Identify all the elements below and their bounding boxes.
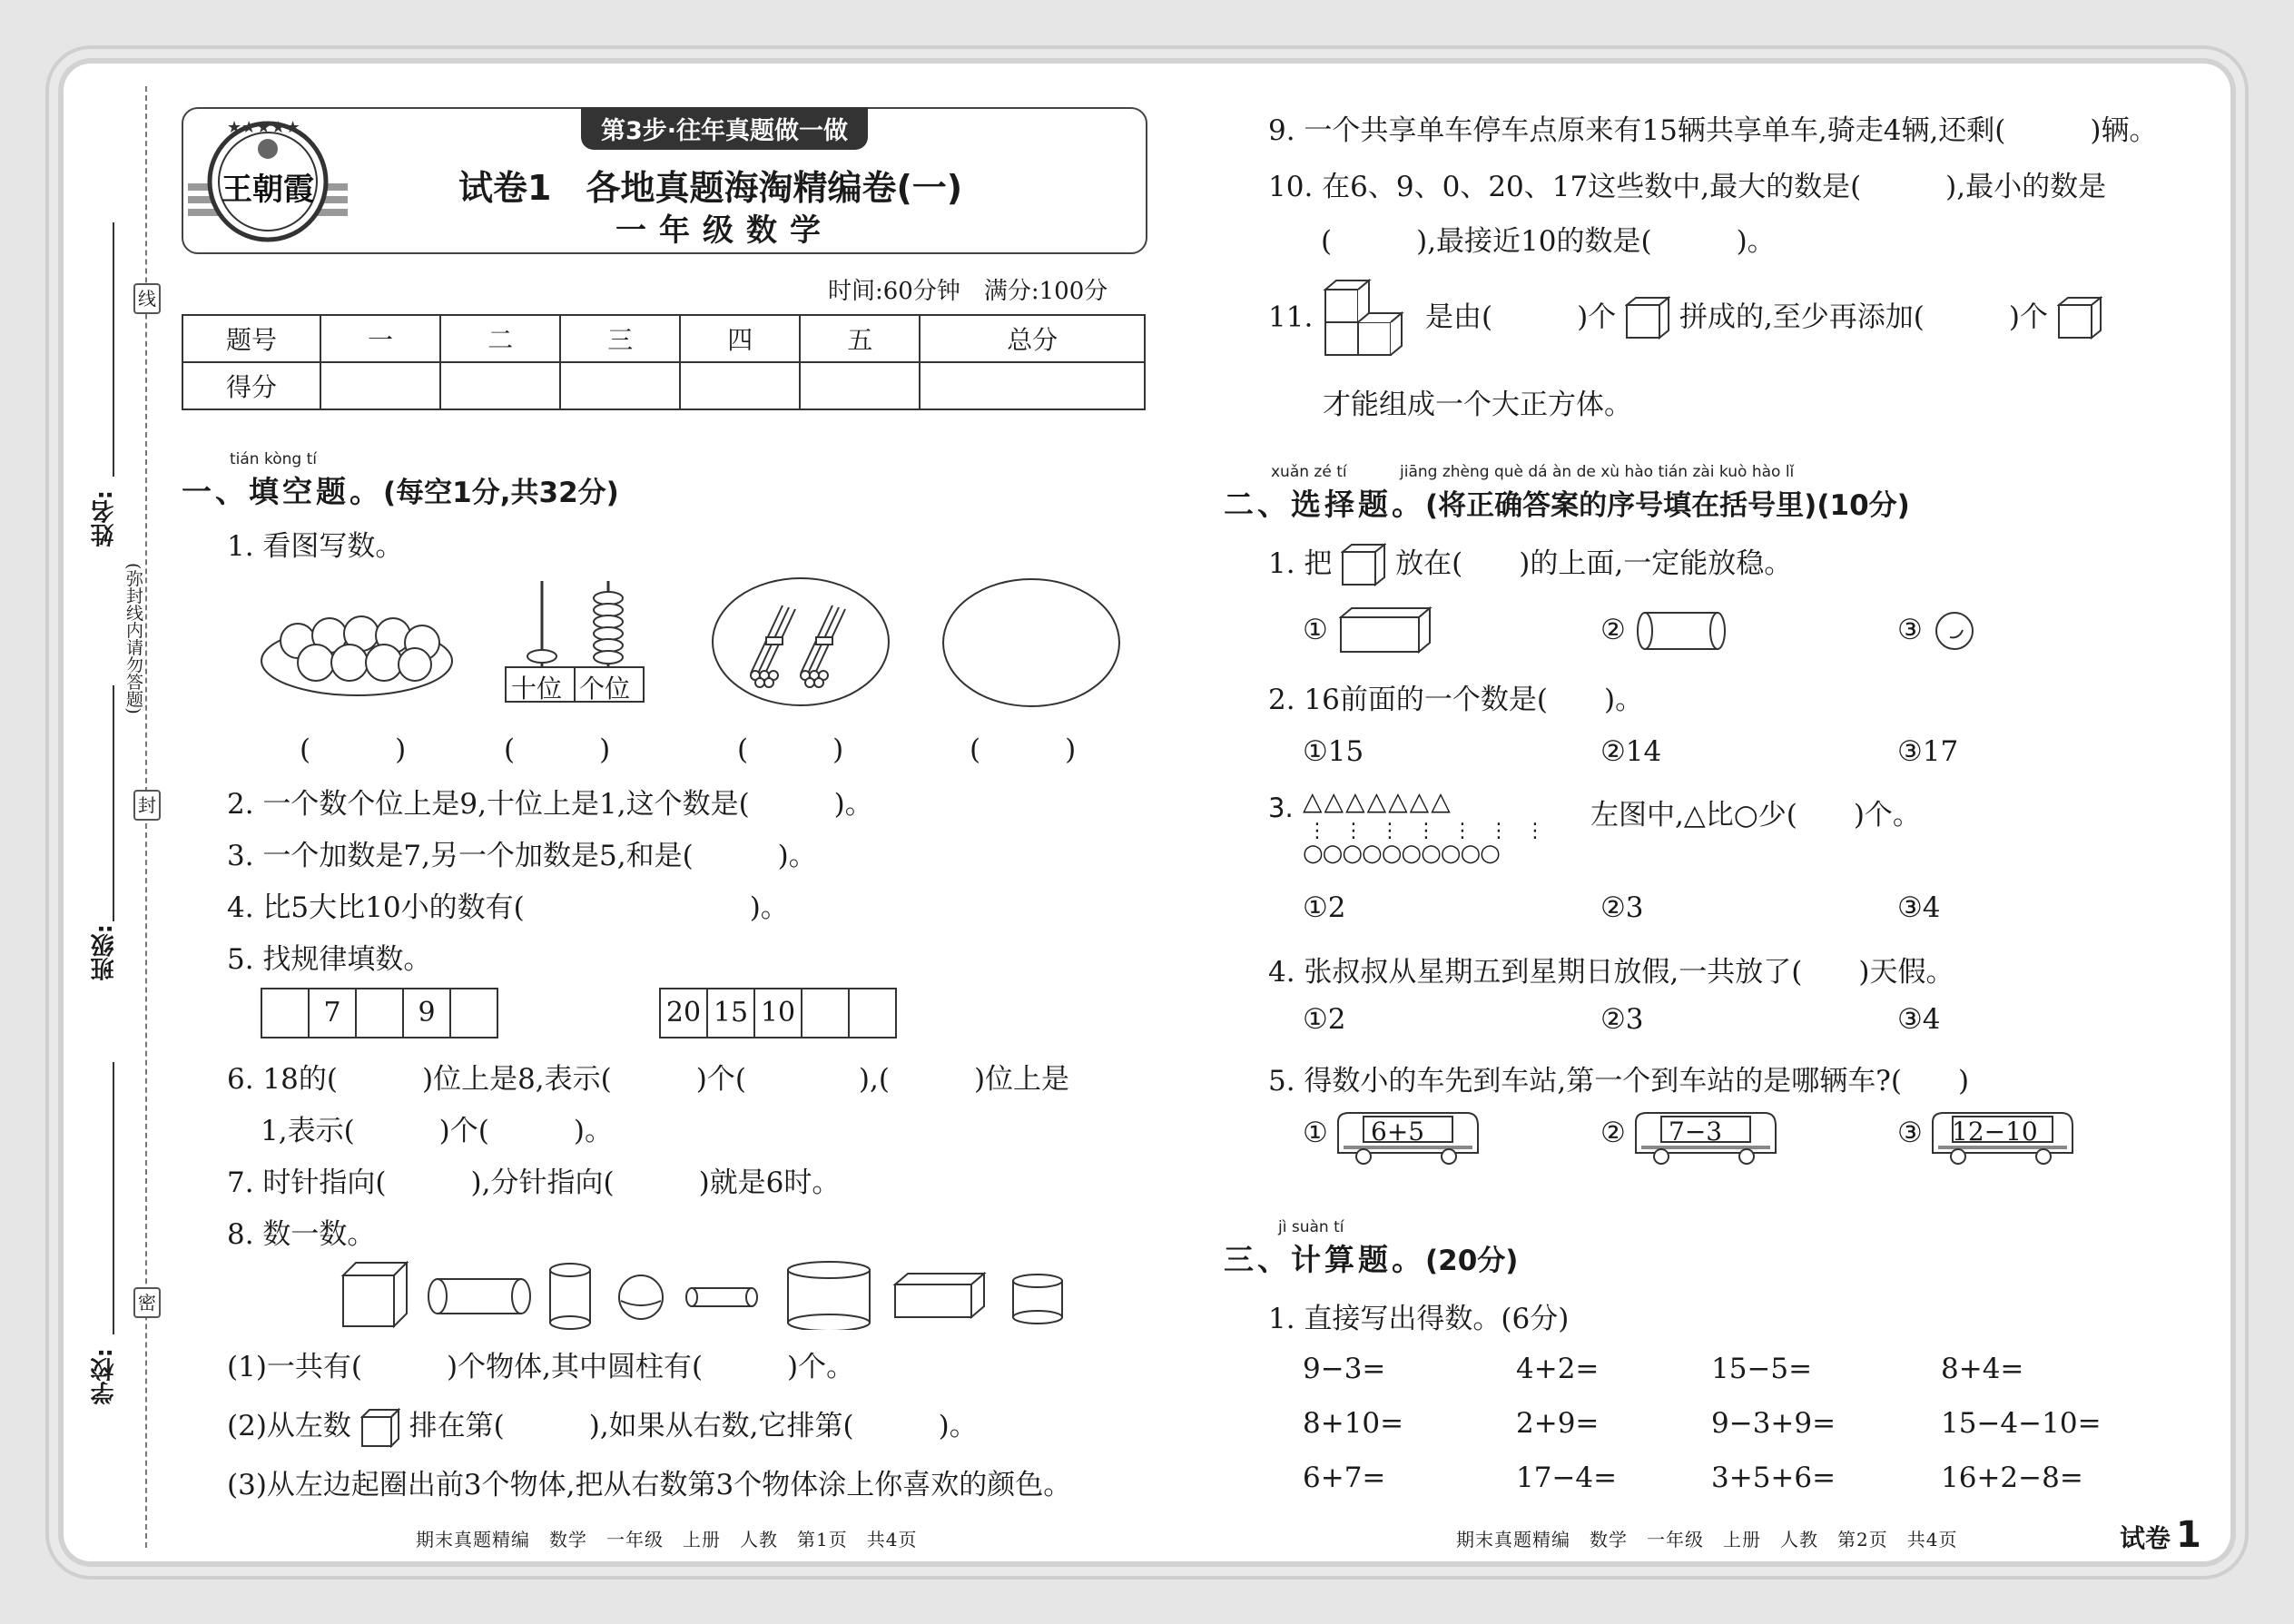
score-cell[interactable] [680, 362, 800, 409]
s2-q3-option-2[interactable]: ②3 [1600, 891, 1644, 924]
s1-q8-3: (3)从左边起圈出前3个物体,把从右数第3个物体涂上你喜欢的颜色。 [227, 1469, 1072, 1501]
calc-item[interactable]: 9−3+9= [1711, 1407, 1836, 1440]
section2-pinyin-2: jiāng zhèng què dá àn de xù hào tián zài kuò hào lǐ [1400, 463, 1795, 481]
s2-q5-option-2-mark[interactable]: ② [1600, 1117, 1626, 1149]
score-col-5: 五 [800, 315, 920, 362]
class-label: 班级: [91, 924, 118, 981]
s2-q1-suffix: 放在( )的上面,一定能放稳。 [1395, 547, 1793, 580]
s3-q1: 1. 直接写出得数。(6分) [1268, 1303, 1570, 1335]
s2-q5-option-1-mark[interactable]: ① [1303, 1117, 1328, 1149]
s2-q1-option-2-mark[interactable]: ② [1600, 614, 1626, 646]
s2-q1 [1268, 540, 1792, 588]
footer-right: 期末真题精编 数学 一年级 上册 人教 第2页 共4页 [1456, 1529, 1958, 1550]
s1-q3: 3. 一个加数是7,另一个加数是5,和是( )。 [227, 840, 817, 872]
exam-subtitle: 一年级数学 [615, 212, 833, 249]
score-col-2: 二 [440, 315, 560, 362]
stacked-cubes-picture [1322, 277, 1416, 360]
s1-q6-line2: 1,表示( )个( )。 [261, 1115, 613, 1147]
s1-q6-line1: 6. 18的( )位上是8,表示( )个( ),( )位上是 [227, 1063, 1070, 1096]
section2-note: (将正确答案的序号填在括号里)(10分) [1425, 489, 1910, 522]
exam-title: 试卷1 各地真题海淘精编卷(一) [458, 168, 963, 208]
score-row2-label: 得分 [182, 362, 320, 409]
step-badge: 第3步·往年真题做一做 [581, 107, 868, 150]
s1-q10-line2: ( ),最接近10的数是( )。 [1321, 225, 1776, 258]
s1-q2: 2. 一个数个位上是9,十位上是1,这个数是( )。 [227, 788, 873, 821]
sphere-option[interactable] [1932, 610, 1977, 652]
section3-title [1224, 1236, 1518, 1279]
section3-note: (20分) [1425, 1245, 1519, 1277]
score-cell[interactable] [560, 362, 680, 409]
score-cell[interactable] [920, 362, 1145, 409]
cuboid-option[interactable] [1339, 606, 1433, 654]
bus-2-expression: 7−3 [1669, 1117, 1723, 1147]
s2-q3-option-3[interactable]: ③4 [1897, 891, 1941, 924]
s2-q3-triangles: △△△△△△△ [1303, 786, 1452, 816]
s1-q11-text-b: 拼成的,至少再添加( )个 [1679, 300, 2048, 334]
svg-text:★★★★★: ★★★★★ [227, 118, 300, 137]
seq2-cell[interactable] [802, 989, 850, 1037]
calc-item[interactable]: 8+4= [1941, 1353, 2024, 1385]
binding-char-line: 线 [133, 283, 161, 314]
calc-item[interactable]: 3+5+6= [1711, 1462, 1836, 1494]
school-label: 学校: [91, 1348, 118, 1405]
s2-q3-option-1[interactable]: ①2 [1303, 891, 1346, 924]
seq2-cell: 15 [708, 989, 755, 1037]
section1-note: (每空1分,共32分) [383, 477, 619, 509]
section3-pinyin: jì suàn tí [1278, 1218, 1344, 1236]
calc-item[interactable]: 9−3= [1303, 1353, 1386, 1385]
solids-row [336, 1257, 1080, 1330]
score-table [182, 314, 1146, 410]
seq2-cell: 20 [661, 989, 708, 1037]
seq2-cell[interactable] [850, 989, 895, 1037]
q5-sequence-2 [659, 988, 897, 1038]
seq1-cell: 9 [404, 989, 451, 1037]
school-underline [113, 1062, 114, 1334]
s1-q8-1: (1)一共有( )个物体,其中圆柱有( )个。 [227, 1351, 855, 1383]
s1-q8-2-prefix: (2)从左数 [227, 1410, 351, 1442]
s1-q11 [1268, 277, 2102, 360]
calc-item[interactable]: 2+9= [1516, 1407, 1600, 1440]
s2-q4-option-2[interactable]: ②3 [1600, 1003, 1644, 1036]
name-label: 姓名: [91, 490, 118, 547]
apples-plate-picture [257, 588, 457, 702]
score-col-4: 四 [680, 315, 800, 362]
calc-item[interactable]: 8+10= [1303, 1407, 1404, 1440]
q1-answer-paren-3[interactable]: ( ) [737, 733, 844, 766]
cube-icon [2057, 296, 2102, 341]
brand-logo [186, 111, 350, 247]
cylinder-option[interactable] [1636, 610, 1727, 652]
s1-q8: 8. 数一数。 [227, 1218, 376, 1251]
section3-title-text: 三、计算题。 [1224, 1242, 1425, 1277]
paper-label-text: 试卷 [2120, 1523, 2171, 1553]
score-col-3: 三 [560, 315, 680, 362]
s2-q4-option-3[interactable]: ③4 [1897, 1003, 1941, 1036]
binding-char-seal: 封 [133, 790, 161, 821]
q1-answer-paren-4[interactable]: ( ) [970, 733, 1077, 766]
seq1-cell[interactable] [451, 989, 497, 1037]
q5-sequence-1 [261, 988, 498, 1038]
calc-item[interactable]: 15−5= [1711, 1353, 1813, 1385]
s2-q2-option-2[interactable]: ②14 [1600, 735, 1662, 768]
calc-item[interactable]: 17−4= [1516, 1462, 1618, 1494]
calc-item[interactable]: 6+7= [1303, 1462, 1386, 1494]
section1-title-text: 一、填空题。 [182, 474, 383, 509]
s2-q3-dots: ⋮ ⋮ ⋮ ⋮ ⋮ ⋮ ⋮ [1307, 820, 1544, 842]
score-value-row [182, 362, 1145, 409]
cube-icon [1625, 296, 1670, 341]
section1-pinyin: tián kòng tí [230, 450, 317, 468]
s2-q5: 5. 得数小的车先到车站,第一个到车站的是哪辆车?( ) [1268, 1065, 1970, 1097]
s2-q3-number: 3. [1268, 792, 1294, 823]
s2-q1-option-3-mark[interactable]: ③ [1897, 614, 1923, 646]
s1-q7: 7. 时针指向( ),分针指向( )就是6时。 [227, 1166, 841, 1199]
s1-q11-num: 11. [1268, 300, 1314, 334]
s1-q11-text-a: 是由( )个 [1425, 300, 1617, 334]
score-row1-label: 题号 [182, 315, 320, 362]
abacus-ones-label: 个位 [579, 674, 631, 704]
calc-item[interactable]: 16+2−8= [1941, 1462, 2083, 1494]
score-cell[interactable] [800, 362, 920, 409]
logo-text: 王朝霞 [222, 172, 314, 208]
score-col-1: 一 [320, 315, 440, 362]
seq1-cell[interactable] [262, 989, 310, 1037]
seq1-cell: 7 [310, 989, 357, 1037]
abacus-tens-label: 十位 [511, 674, 563, 704]
empty-oval[interactable] [940, 576, 1122, 710]
seq2-cell: 10 [755, 989, 802, 1037]
binding-char-secret: 密 [133, 1287, 161, 1318]
s1-q10-line1: 10. 在6、9、0、20、17这些数中,最大的数是( ),最小的数是 [1268, 171, 2107, 203]
s2-q3-circles: ○○○○○○○○○○ [1303, 840, 1500, 867]
s2-q2-option-3[interactable]: ③17 [1897, 735, 1959, 768]
section2-title [1224, 481, 1910, 524]
score-header-row [182, 315, 1145, 362]
s2-q3-text: 左图中,△比○少( )个。 [1590, 799, 1921, 832]
s2-q1-option-1-mark[interactable]: ① [1303, 614, 1328, 646]
s2-q2-option-1[interactable]: ①15 [1303, 735, 1364, 768]
s2-q5-option-3-mark[interactable]: ③ [1897, 1117, 1923, 1149]
s2-q4-option-1[interactable]: ①2 [1303, 1003, 1346, 1036]
cube-icon [1341, 543, 1386, 588]
s2-q1-prefix: 1. 把 [1268, 547, 1333, 580]
paper-label-number: 1 [2176, 1514, 2201, 1556]
s1-q8-2-suffix: 排在第( ),如果从右数,它排第( )。 [409, 1410, 978, 1442]
time-info: 时间:60分钟 满分:100分 [828, 278, 1108, 305]
sticks-bundles-picture [710, 574, 891, 710]
calc-item[interactable]: 15−4−10= [1941, 1407, 2102, 1440]
score-col-total: 总分 [920, 315, 1145, 362]
s1-q1: 1. 看图写数。 [227, 530, 404, 563]
s2-q2: 2. 16前面的一个数是( )。 [1268, 684, 1644, 716]
seq1-cell[interactable] [357, 989, 404, 1037]
section2-pinyin-1: xuǎn zé tí [1271, 463, 1347, 481]
q1-answer-paren-2[interactable]: ( ) [504, 733, 611, 766]
s1-q5: 5. 找规律填数。 [227, 943, 432, 976]
cube-icon [360, 1408, 400, 1448]
s1-q11-line2: 才能组成一个大正方体。 [1323, 389, 1632, 421]
bus-3-expression: 12−10 [1952, 1117, 2038, 1147]
class-underline [113, 685, 114, 921]
score-cell[interactable] [440, 362, 560, 409]
name-underline [113, 222, 114, 477]
s2-q4: 4. 张叔叔从星期五到星期日放假,一共放了( )天假。 [1268, 956, 1954, 989]
s1-q9: 9. 一个共享单车停车点原来有15辆共享单车,骑走4辆,还剩( )辆。 [1268, 114, 2158, 147]
footer-left: 期末真题精编 数学 一年级 上册 人教 第1页 共4页 [416, 1529, 918, 1550]
s1-q4: 4. 比5大比10小的数有( )。 [227, 891, 789, 924]
calc-item[interactable]: 4+2= [1516, 1353, 1600, 1385]
score-cell[interactable] [320, 362, 440, 409]
binding-warning: (弥封线内请勿答题) [123, 563, 143, 714]
section2-title-text: 二、选择题。 [1224, 487, 1425, 522]
q1-answer-paren-1[interactable]: ( ) [300, 733, 407, 766]
bus-1-expression: 6+5 [1371, 1117, 1425, 1147]
s1-q8-2 [227, 1403, 978, 1448]
paper-label [2120, 1514, 2201, 1556]
section1-title [182, 468, 619, 511]
